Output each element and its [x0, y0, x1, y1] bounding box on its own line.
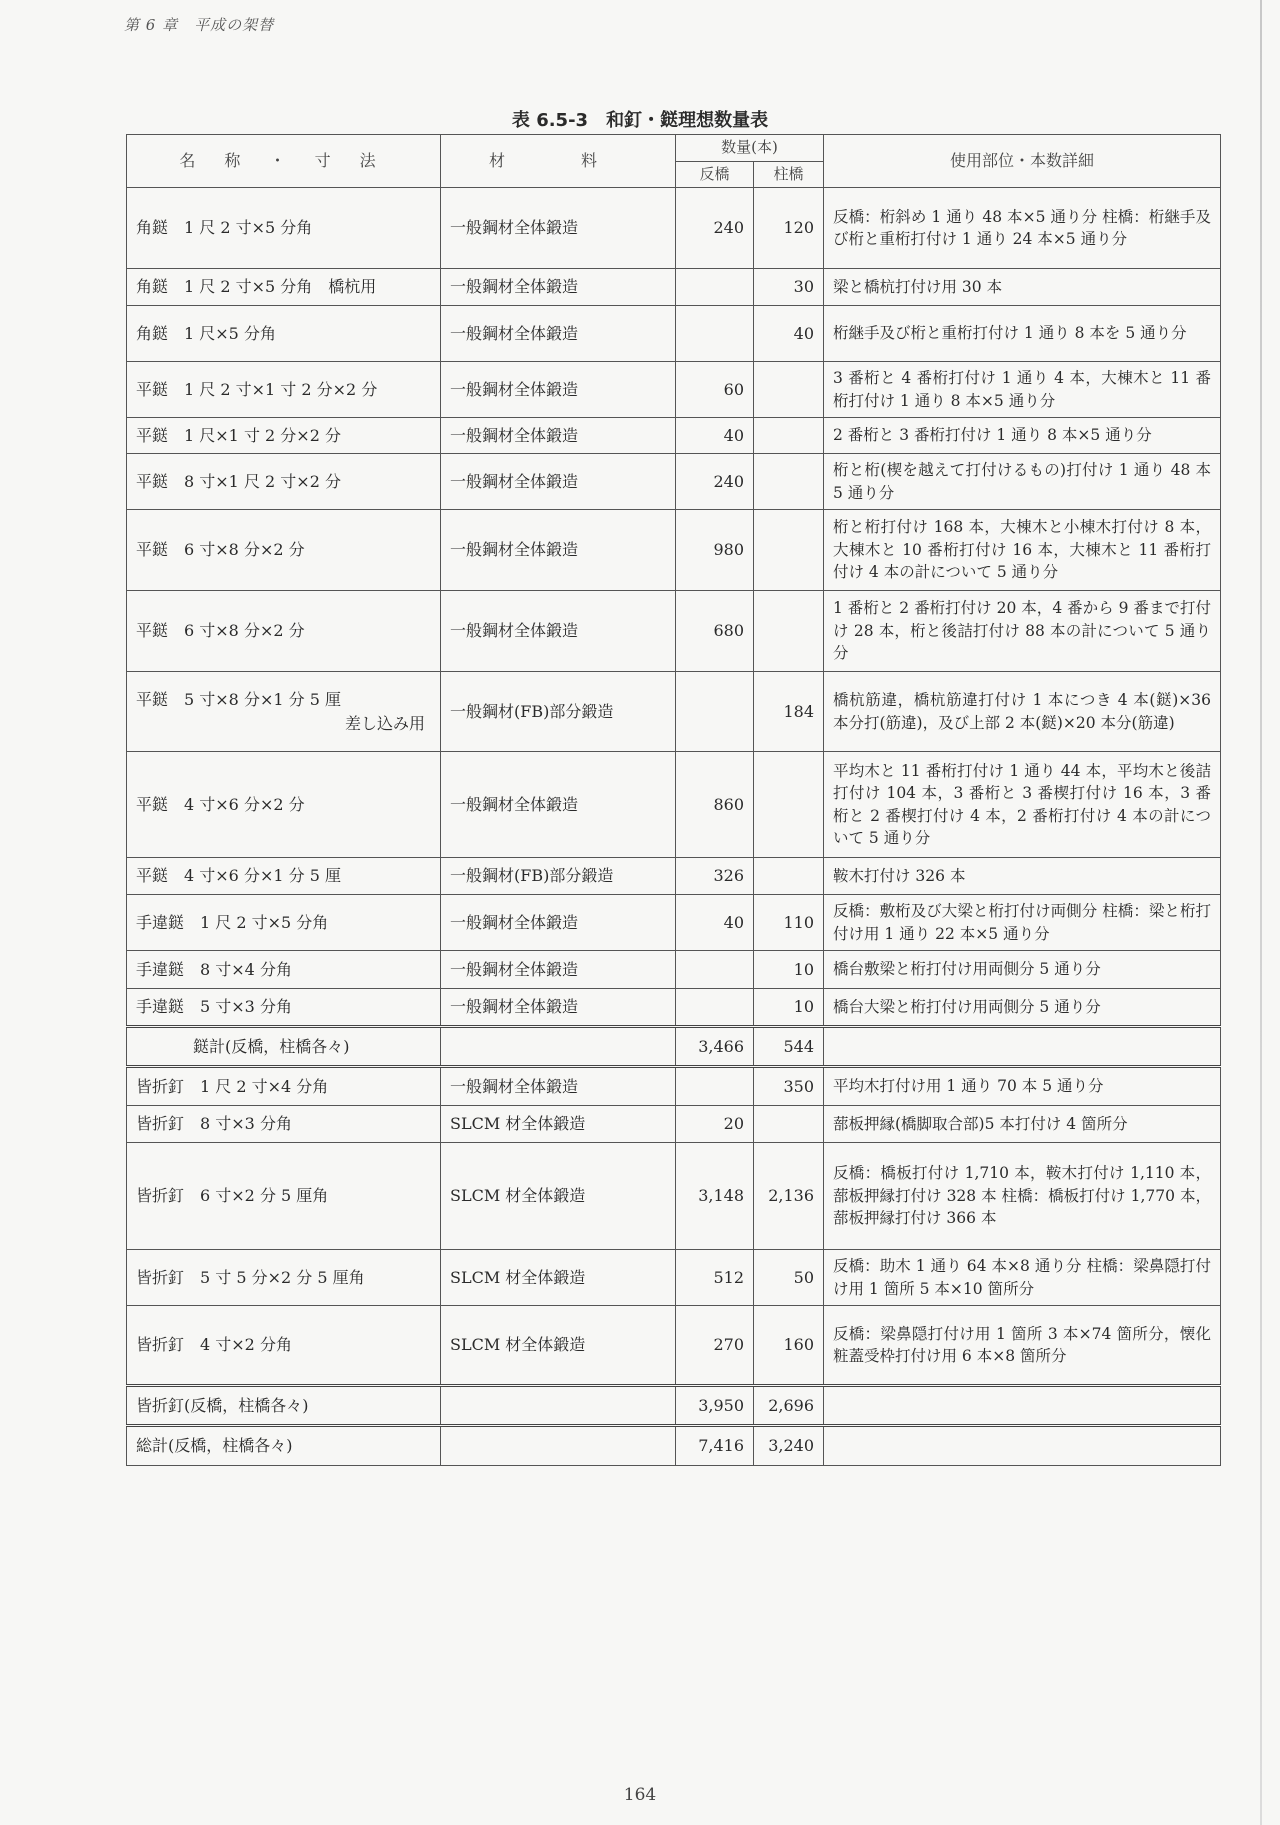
row-detail: 桁継手及び桁と重桁打付け 1 通り 8 本を 5 通り分: [824, 306, 1221, 362]
subtotal-detail: [824, 1027, 1221, 1067]
row-hashira: 50: [754, 1250, 824, 1306]
row-detail: 反橋：桁斜め 1 通り 48 本×5 通り分 柱橋：桁継手及び桁と重桁打付け 1 通り 24 本×5 通り分: [824, 188, 1221, 269]
row-hashira: 184: [754, 672, 824, 752]
table-row: [127, 454, 1221, 510]
subtotal-hashira: 544: [754, 1027, 824, 1067]
row-name: 平鎹 6 寸×8 分×2 分: [127, 591, 441, 672]
row-name: 平鎹 4 寸×6 分×2 分: [127, 752, 441, 858]
row-detail: 桁と桁(楔を越えて打付けるもの)打付け 1 通り 48 本 5 通り分: [824, 454, 1221, 510]
row-material: 一般鋼材全体鍛造: [441, 951, 676, 989]
row-detail: 3 番桁と 4 番桁打付け 1 通り 4 本，大棟木と 11 番桁打付け 1 通り 8 本×5 通り分: [824, 362, 1221, 418]
row-sori: [676, 672, 754, 752]
row-hashira: 10: [754, 951, 824, 989]
running-header: 第 6 章 平成の架替: [124, 16, 275, 34]
header-quantity: 数量(本): [676, 135, 824, 162]
table-row: [127, 362, 1221, 418]
row-sori: 240: [676, 454, 754, 510]
row-name: 平鎹 8 寸×1 尺 2 寸×2 分: [127, 454, 441, 510]
row-detail: 反橋：敷桁及び大梁と桁打付け両側分 柱橋：梁と桁打付け用 1 通り 22 本×5 通り分: [824, 895, 1221, 951]
row-name: 角鎹 1 尺×5 分角: [127, 306, 441, 362]
row-hashira: 10: [754, 989, 824, 1027]
row-detail: 1 番桁と 2 番桁打付け 20 本，4 番から 9 番まで打付け 28 本，桁と後詰打付け 88 本の計について 5 通り分: [824, 591, 1221, 672]
subtotal-row-nails: [127, 1386, 1221, 1426]
table-row: [127, 188, 1221, 269]
row-name: 皆折釘 8 寸×3 分角: [127, 1106, 441, 1143]
row-name-cell: [127, 672, 441, 752]
grand-total-row: [127, 1426, 1221, 1466]
row-sori: 860: [676, 752, 754, 858]
subtotal-name: 鎹計(反橋，柱橋各々): [127, 1027, 441, 1067]
subtotal-sori: 3,466: [676, 1027, 754, 1067]
row-name: 角鎹 1 尺 2 寸×5 分角: [127, 188, 441, 269]
row-material: SLCM 材全体鍛造: [441, 1306, 676, 1386]
row-detail: 反橋：橋板打付け 1,710 本，鞍木打付け 1,110 本，蔀板押縁打付け 328 本 柱橋：橋板打付け 1,770 本，蔀板押縁打付け 366 本: [824, 1143, 1221, 1250]
row-material: 一般鋼材全体鍛造: [441, 895, 676, 951]
row-detail: 桁と桁打付け 168 本，大棟木と小棟木打付け 8 本，大棟木と 10 番桁打付け 16 本，大棟木と 11 番桁打付け 4 本の計について 5 通り分: [824, 510, 1221, 591]
subtotal-hashira: 2,696: [754, 1386, 824, 1426]
subtotal-detail: [824, 1386, 1221, 1426]
row-sori: 680: [676, 591, 754, 672]
row-detail: 橋台敷梁と桁打付け用両側分 5 通り分: [824, 951, 1221, 989]
row-sori: 20: [676, 1106, 754, 1143]
row-sori: 60: [676, 362, 754, 418]
row-material: 一般鋼材全体鍛造: [441, 591, 676, 672]
subtotal-name: 皆折釘(反橋，柱橋各々): [127, 1386, 441, 1426]
row-name: 手違鎹 1 尺 2 寸×5 分角: [127, 895, 441, 951]
row-sori: 40: [676, 895, 754, 951]
table-row: [127, 269, 1221, 306]
row-name: 平鎹 1 尺 2 寸×1 寸 2 分×2 分: [127, 362, 441, 418]
row-material: 一般鋼材全体鍛造: [441, 989, 676, 1027]
row-material: 一般鋼材(FB)部分鍛造: [441, 858, 676, 895]
row-sori: [676, 269, 754, 306]
row-name: 角鎹 1 尺 2 寸×5 分角 橋杭用: [127, 269, 441, 306]
header-hashira: 柱橋: [754, 162, 824, 188]
row-hashira: [754, 454, 824, 510]
row-detail: 反橋：助木 1 通り 64 本×8 通り分 柱橋：梁鼻隠打付け用 1 箇所 5 本×10 箇所分: [824, 1250, 1221, 1306]
row-material: 一般鋼材全体鍛造: [441, 510, 676, 591]
row-hashira: 120: [754, 188, 824, 269]
table-row: [127, 951, 1221, 989]
subtotal-material: [441, 1027, 676, 1067]
row-material: 一般鋼材全体鍛造: [441, 454, 676, 510]
row-hashira: 40: [754, 306, 824, 362]
row-material: SLCM 材全体鍛造: [441, 1143, 676, 1250]
row-name: 平鎹 5 寸×8 分×1 分 5 厘: [136, 690, 341, 710]
row-name: 平鎹 6 寸×8 分×2 分: [127, 510, 441, 591]
row-sori: [676, 989, 754, 1027]
row-detail: 鞍木打付け 326 本: [824, 858, 1221, 895]
page-edge: [1260, 0, 1262, 1825]
row-material: SLCM 材全体鍛造: [441, 1250, 676, 1306]
row-name: 手違鎹 8 寸×4 分角: [127, 951, 441, 989]
row-sori: 270: [676, 1306, 754, 1386]
table-row: [127, 418, 1221, 454]
row-hashira: [754, 418, 824, 454]
row-sori: 3,148: [676, 1143, 754, 1250]
row-sori: [676, 1067, 754, 1106]
row-sori: 240: [676, 188, 754, 269]
subtotal-sori: 3,950: [676, 1386, 754, 1426]
table-row: [127, 306, 1221, 362]
row-detail: 梁と橋杭打付け用 30 本: [824, 269, 1221, 306]
table-row: [127, 1143, 1221, 1250]
header-name: 名 称 ・ 寸 法: [127, 135, 441, 188]
table-row: [127, 752, 1221, 858]
row-material: SLCM 材全体鍛造: [441, 1106, 676, 1143]
header-material: 材 料: [441, 135, 676, 188]
row-name: 皆折釘 5 寸 5 分×2 分 5 厘角: [127, 1250, 441, 1306]
row-hashira: 30: [754, 269, 824, 306]
row-name: 手違鎹 5 寸×3 分角: [127, 989, 441, 1027]
row-sori: 326: [676, 858, 754, 895]
header-sori: 反橋: [676, 162, 754, 188]
grand-total-sori: 7,416: [676, 1426, 754, 1466]
row-sori: 40: [676, 418, 754, 454]
row-hashira: 110: [754, 895, 824, 951]
row-hashira: [754, 858, 824, 895]
row-material: 一般鋼材(FB)部分鍛造: [441, 672, 676, 752]
row-hashira: [754, 591, 824, 672]
table-title: 表 6.5-3 和釘・鎹理想数量表: [511, 110, 769, 131]
table-row: [127, 1106, 1221, 1143]
table-row: [127, 1067, 1221, 1106]
row-hashira: [754, 752, 824, 858]
subtotal-material: [441, 1386, 676, 1426]
row-material: 一般鋼材全体鍛造: [441, 269, 676, 306]
row-sori: 980: [676, 510, 754, 591]
row-hashira: 2,136: [754, 1143, 824, 1250]
row-detail: 橋台大梁と桁打付け用両側分 5 通り分: [824, 989, 1221, 1027]
row-detail: 反橋：梁鼻隠打付け用 1 箇所 3 本×74 箇所分，懐化粧蓋受枠打付け用 6 本×8 箇所分: [824, 1306, 1221, 1386]
row-detail: 蔀板押縁(橋脚取合部)5 本打付け 4 箇所分: [824, 1106, 1221, 1143]
row-material: 一般鋼材全体鍛造: [441, 362, 676, 418]
row-sori: 512: [676, 1250, 754, 1306]
grand-total-material: [441, 1426, 676, 1466]
table-row: [127, 591, 1221, 672]
quantity-table: [126, 134, 1221, 1466]
table-row: [127, 858, 1221, 895]
row-name: 皆折釘 4 寸×2 分角: [127, 1306, 441, 1386]
row-sori: [676, 306, 754, 362]
row-material: 一般鋼材全体鍛造: [441, 752, 676, 858]
row-material: 一般鋼材全体鍛造: [441, 188, 676, 269]
table-row: [127, 895, 1221, 951]
table-row: [127, 1306, 1221, 1386]
row-material: 一般鋼材全体鍛造: [441, 306, 676, 362]
grand-total-name: 総計(反橋，柱橋各々): [127, 1426, 441, 1466]
row-hashira: 350: [754, 1067, 824, 1106]
row-name-sub: 差し込み用: [344, 713, 425, 733]
table-row: [127, 672, 1221, 752]
row-material: 一般鋼材全体鍛造: [441, 418, 676, 454]
page-number: 164: [623, 1785, 657, 1805]
row-hashira: [754, 510, 824, 591]
table-row: [127, 989, 1221, 1027]
table-row: [127, 1250, 1221, 1306]
grand-total-detail: [824, 1426, 1221, 1466]
row-hashira: [754, 1106, 824, 1143]
row-detail: 橋杭筋違，橋杭筋違打付け 1 本につき 4 本(鎹)×36 本分打(筋違)，及び上部 2 本(鎹)×20 本分(筋違): [824, 672, 1221, 752]
row-name: 皆折釘 1 尺 2 寸×4 分角: [127, 1067, 441, 1106]
subtotal-row-kasugai: [127, 1027, 1221, 1067]
row-detail: 平均木と 11 番桁打付け 1 通り 44 本，平均木と後詰打付け 104 本，3 番桁と 3 番楔打付け 16 本，3 番桁と 2 番楔打付け 4 本，2 番桁打付け 4 本の計について 5 通り分: [824, 752, 1221, 858]
row-name: 平鎹 4 寸×6 分×1 分 5 厘: [127, 858, 441, 895]
grand-total-hashira: 3,240: [754, 1426, 824, 1466]
row-name: 皆折釘 6 寸×2 分 5 厘角: [127, 1143, 441, 1250]
header-detail: 使用部位・本数詳細: [824, 135, 1221, 188]
row-hashira: [754, 362, 824, 418]
row-detail: 2 番桁と 3 番桁打付け 1 通り 8 本×5 通り分: [824, 418, 1221, 454]
row-sori: [676, 951, 754, 989]
row-name: 平鎹 1 尺×1 寸 2 分×2 分: [127, 418, 441, 454]
row-material: 一般鋼材全体鍛造: [441, 1067, 676, 1106]
table-row: [127, 510, 1221, 591]
row-detail: 平均木打付け用 1 通り 70 本 5 通り分: [824, 1067, 1221, 1106]
row-hashira: 160: [754, 1306, 824, 1386]
